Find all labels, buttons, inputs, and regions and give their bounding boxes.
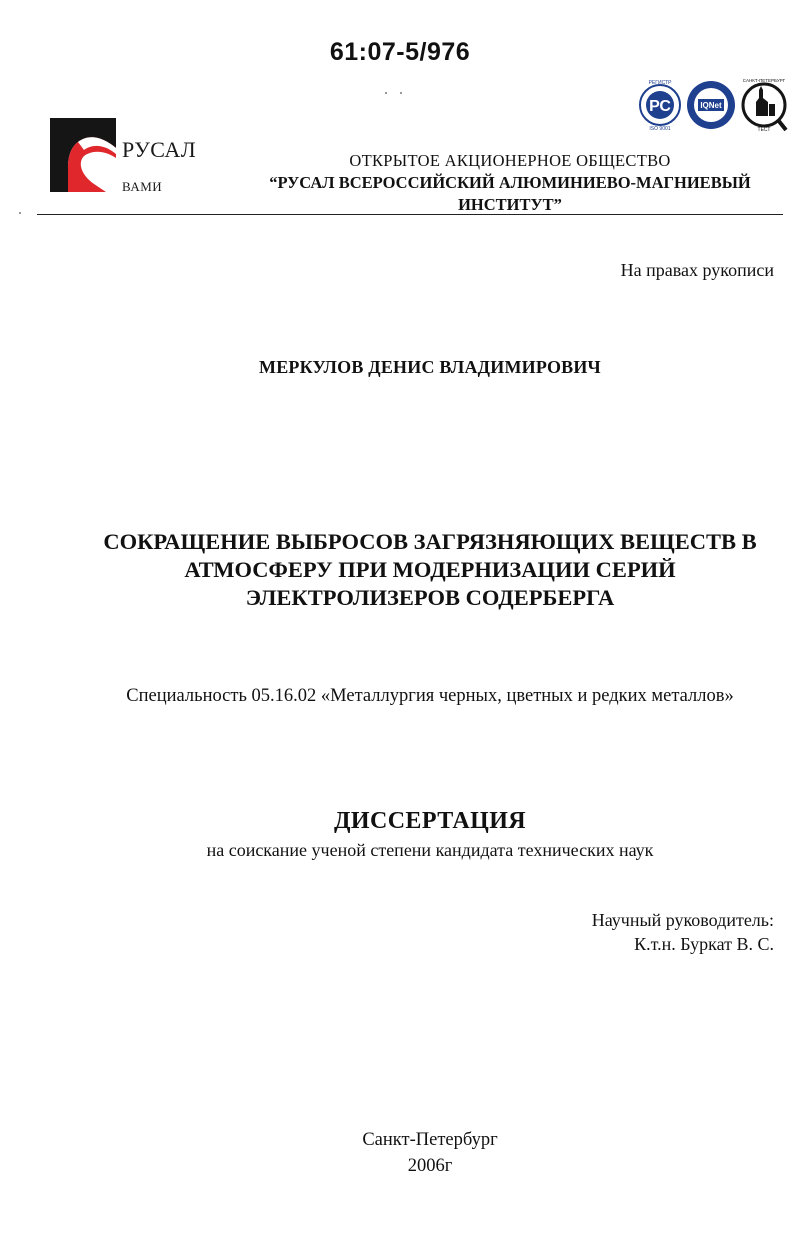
iqnet-logo-icon [687, 81, 735, 129]
iqnet-text: IQNet [700, 101, 722, 110]
thesis-title [60, 528, 792, 612]
test-text: ТЕСТ [757, 127, 771, 133]
organization-name [210, 172, 792, 216]
catalog-number: 61:07-5/976 [329, 38, 471, 66]
scan-speck [385, 92, 387, 94]
organization-name-line-2: ИНСТИТУТ” [458, 195, 562, 214]
header-divider [37, 214, 783, 215]
thesis-title-line-1: СОКРАЩЕНИЕ ВЫБРОСОВ ЗАГРЯЗНЯЮЩИХ ВЕЩЕСТВ В [103, 529, 757, 554]
year: 2006г [407, 1156, 453, 1176]
thesis-title-line-3: ЭЛЕКТРОЛИЗЕРОВ СОДЕРБЕРГА [245, 585, 615, 610]
supervisor-label: Научный руководитель: [591, 910, 774, 930]
organization-type: ОТКРЫТОЕ АКЦИОНЕРНОЕ ОБЩЕСТВО [349, 151, 671, 170]
brand-subtitle: ВАМИ [122, 179, 163, 194]
document-type: ДИССЕРТАЦИЯ [333, 808, 527, 834]
specialty: Специальность 05.16.02 «Металлургия черных, цветных и редких металлов» [126, 686, 734, 706]
registr-logo-icon [640, 80, 680, 132]
supervisor-name: К.т.н. Буркат В. С. [634, 934, 774, 954]
degree-description: на соискание ученой степени кандидата технических наук [206, 840, 654, 860]
certification-logos [638, 76, 788, 134]
scan-speck [19, 212, 21, 214]
manuscript-note: На правах рукописи [620, 260, 774, 280]
test-logo-icon [743, 78, 786, 133]
registr-text: РЕГИСТР [648, 80, 672, 86]
thesis-title-line-2: АТМОСФЕРУ ПРИ МОДЕРНИЗАЦИИ СЕРИЙ [184, 557, 676, 582]
city: Санкт-Петербург [362, 1130, 498, 1150]
svg-text:РС: РС [649, 98, 671, 115]
iso-text: ISO 9001 [649, 126, 671, 132]
rusal-logo-icon [50, 118, 116, 192]
brand-name: РУСАЛ [122, 137, 197, 162]
scan-speck [400, 92, 402, 94]
organization-name-line-1: “РУСАЛ ВСЕРОССИЙСКИЙ АЛЮМИНИЕВО-МАГНИЕВЫЙ [269, 173, 751, 192]
author-name: МЕРКУЛОВ ДЕНИС ВЛАДИМИРОВИЧ [259, 357, 601, 377]
st-petersburg-text: САНКТ-ПЕТЕРБУРГ [742, 78, 786, 83]
